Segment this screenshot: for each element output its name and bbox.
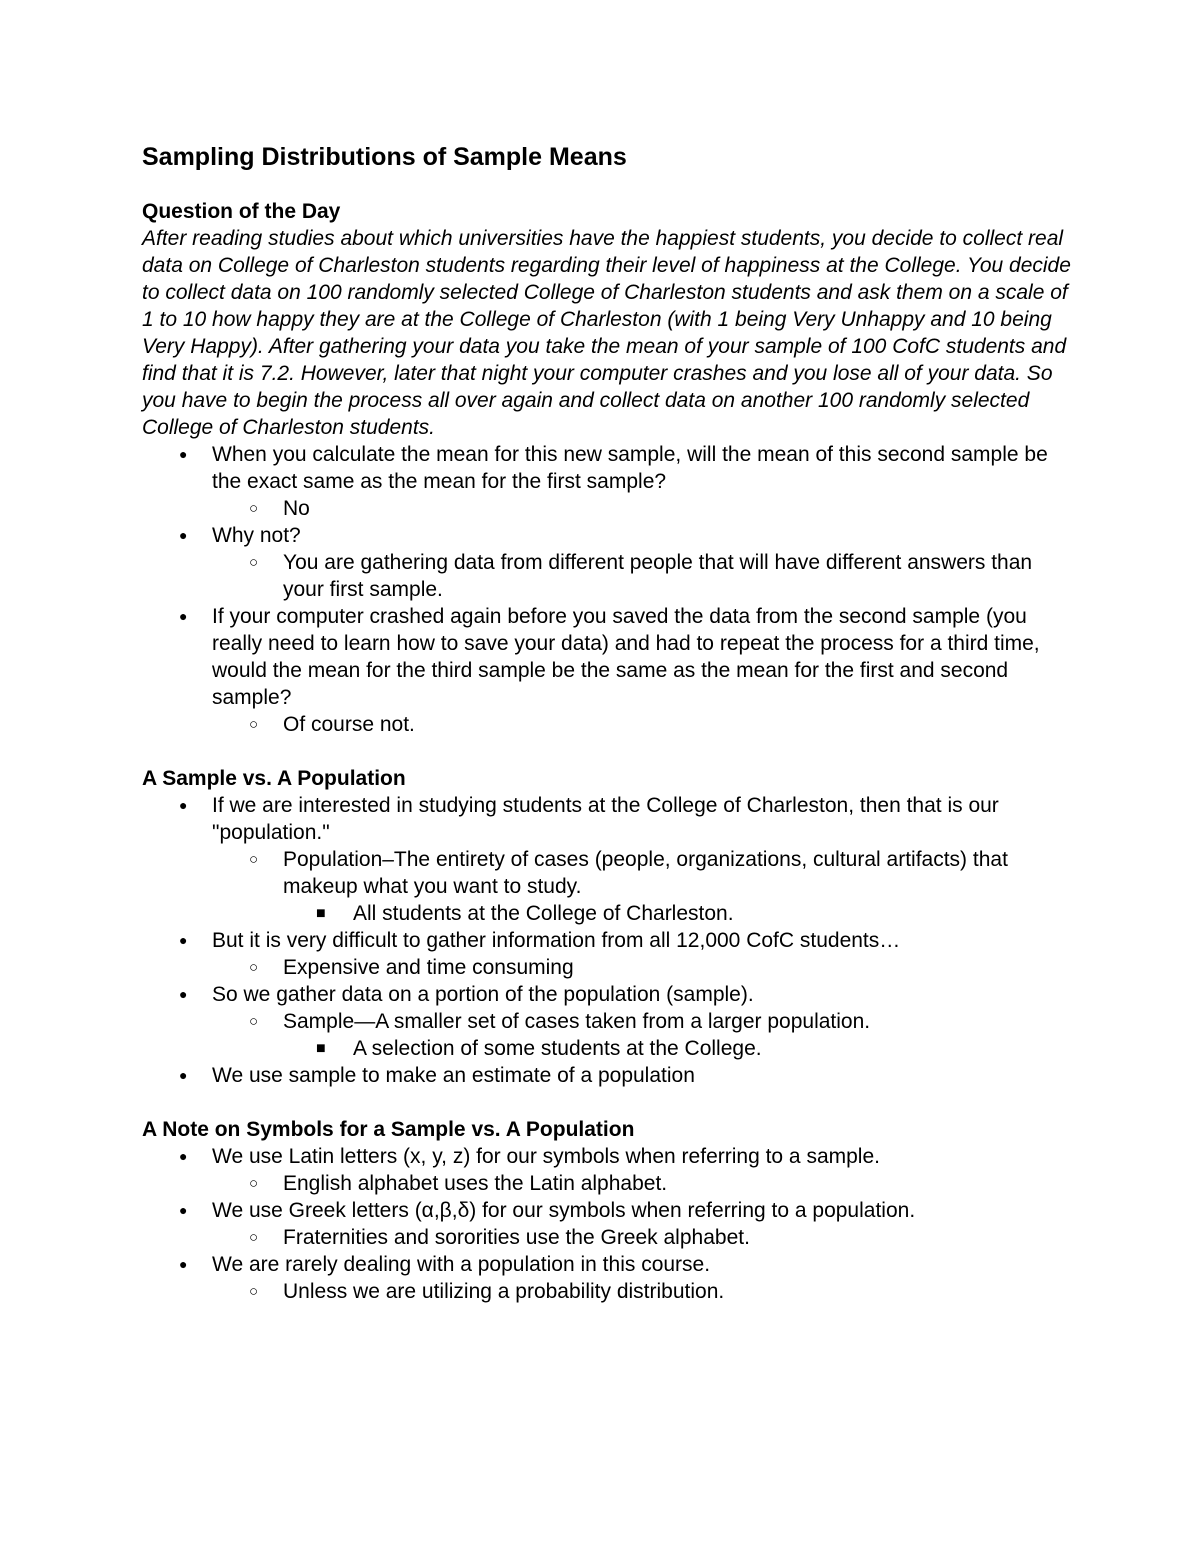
list-item <box>142 1197 1072 1224</box>
bullet-icon: ● <box>179 527 188 543</box>
list-item <box>142 1224 1072 1251</box>
bullet-icon: ● <box>179 608 188 624</box>
list-item-text: A selection of some students at the College. <box>353 1037 762 1060</box>
list-item <box>142 1062 1072 1089</box>
list-item <box>142 846 1072 900</box>
list-item-text: If we are interested in studying students at the College of Charleston, then that is our "population." <box>212 794 999 844</box>
list-item <box>142 711 1072 738</box>
list-item-text: When you calculate the mean for this new sample, will the mean of this second sample be the exact same as the mean for the first sample? <box>212 443 1048 493</box>
list-item-text: We are rarely dealing with a population in this course. <box>212 1253 711 1276</box>
list-item-text: No <box>283 497 310 520</box>
list-item <box>142 954 1072 981</box>
section-heading: A Sample vs. A Population <box>142 767 406 790</box>
circle-bullet-icon: ○ <box>249 1175 259 1192</box>
list-item-text: So we gather data on a portion of the population (sample). <box>212 983 754 1006</box>
list-item-text: We use sample to make an estimate of a population <box>212 1064 695 1087</box>
list-item-text: But it is very difficult to gather information from all 12,000 CofC students… <box>212 929 901 952</box>
bullet-icon: ● <box>179 1256 188 1272</box>
list-item <box>142 981 1072 1008</box>
list-item <box>142 603 1072 711</box>
list-item-text: If your computer crashed again before you saved the data from the second sample (you really need to learn how to save your data) and had to repeat the process for a third time, would the mean for the third sample be the same as the mean for the first and second sample? <box>212 605 1040 709</box>
list-item <box>142 1251 1072 1278</box>
question-paragraph: After reading studies about which universities have the happiest students, you decide to collect real data on College of Charleston students regarding their level of happiness at the College. You decide to collect data on 100 randomly selected College of Charleston students and ask them on a scale of 1 to 10 how happy they are at the College of Charleston (with 1 being Very Unhappy and 10 being Very Happy). After gathering your data you take the mean of your sample of 100 CofC students and find that it is 7.2. However, later that night your computer crashes and you lose all of your data. So you have to begin the process all over again and collect data on another 100 randomly selected College of Charleston students. <box>142 227 1071 439</box>
bullet-icon: ● <box>179 1148 188 1164</box>
list-item-text: We use Greek letters (α,β,δ) for our symbols when referring to a population. <box>212 1199 916 1222</box>
circle-bullet-icon: ○ <box>249 1283 259 1300</box>
list-item-text: Population–The entirety of cases (people, organizations, cultural artifacts) that makeup what you want to study. <box>283 848 1008 898</box>
list-item <box>142 1278 1072 1305</box>
spacer <box>142 738 1072 765</box>
list-item <box>142 522 1072 549</box>
list-item-text: Expensive and time consuming <box>283 956 574 979</box>
list-item-text: We use Latin letters (x, y, z) for our symbols when referring to a sample. <box>212 1145 880 1168</box>
list-item <box>142 792 1072 846</box>
list-item-text: English alphabet uses the Latin alphabet. <box>283 1172 668 1195</box>
list-item-text: Of course not. <box>283 713 415 736</box>
bullet-list <box>142 792 1072 1089</box>
bullet-icon: ● <box>179 986 188 1002</box>
list-item <box>142 1143 1072 1170</box>
list-item-text: Why not? <box>212 524 301 547</box>
list-item-text: You are gathering data from different people that will have different answers than your first sample. <box>283 551 1033 601</box>
bullet-icon: ● <box>179 1202 188 1218</box>
list-item <box>142 549 1072 603</box>
square-bullet-icon: ■ <box>316 905 326 922</box>
circle-bullet-icon: ○ <box>249 554 259 571</box>
circle-bullet-icon: ○ <box>249 1229 259 1246</box>
circle-bullet-icon: ○ <box>249 500 259 517</box>
list-item <box>142 1035 1072 1062</box>
bullet-icon: ● <box>179 797 188 813</box>
circle-bullet-icon: ○ <box>249 716 259 733</box>
bullet-icon: ● <box>179 446 188 462</box>
document-page <box>142 140 1072 1305</box>
list-item <box>142 495 1072 522</box>
circle-bullet-icon: ○ <box>249 851 259 868</box>
bullet-list <box>142 1143 1072 1305</box>
circle-bullet-icon: ○ <box>249 1013 259 1030</box>
section-symbols <box>142 1116 1072 1305</box>
list-item <box>142 900 1072 927</box>
bullet-list <box>142 441 1072 738</box>
section-question-of-the-day <box>142 198 1072 738</box>
section-heading: Question of the Day <box>142 200 341 223</box>
list-item-text: Fraternities and sororities use the Greek alphabet. <box>283 1226 750 1249</box>
circle-bullet-icon: ○ <box>249 959 259 976</box>
list-item-text: All students at the College of Charleston. <box>353 902 734 925</box>
list-item <box>142 927 1072 954</box>
section-sample-vs-population <box>142 765 1072 1089</box>
section-heading: A Note on Symbols for a Sample vs. A Population <box>142 1118 635 1141</box>
page-title: Sampling Distributions of Sample Means <box>142 143 627 171</box>
spacer <box>142 1089 1072 1116</box>
bullet-icon: ● <box>179 1067 188 1083</box>
square-bullet-icon: ■ <box>316 1040 326 1057</box>
list-item-text: Sample—A smaller set of cases taken from a larger population. <box>283 1010 871 1033</box>
list-item <box>142 1170 1072 1197</box>
list-item <box>142 1008 1072 1035</box>
bullet-icon: ● <box>179 932 188 948</box>
list-item-text: Unless we are utilizing a probability distribution. <box>283 1280 725 1303</box>
list-item <box>142 441 1072 495</box>
